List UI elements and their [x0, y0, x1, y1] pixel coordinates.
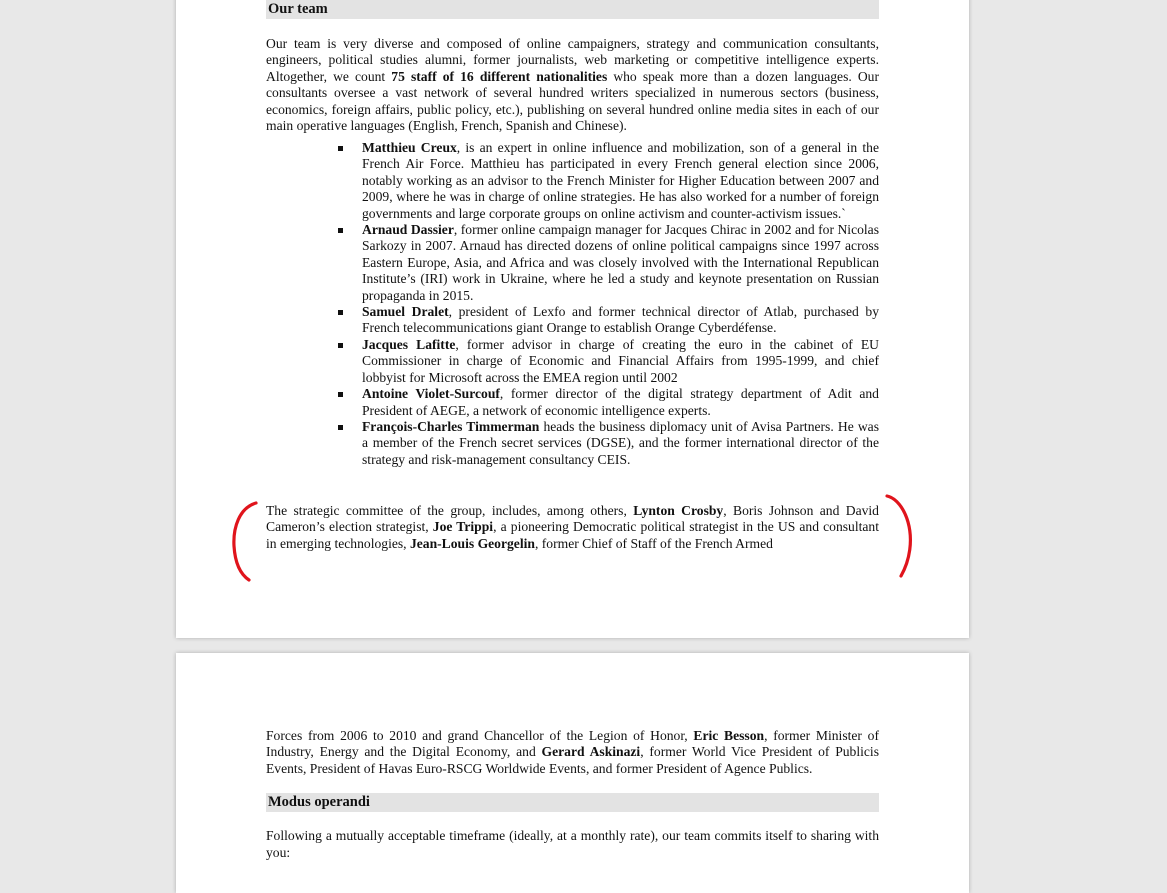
- member-desc: , former online campaign manager for Jacques Chirac in 2002 and for Nicolas Sarkozy in 2007. Arnaud has directed dozens of online political campaigns since 1997 across Eastern Europe, Asia, and Africa and was closely involved with the International Republican Institute’s (IRI) work in Ukraine, where he led a study and keynote presentation on Russian propaganda in 2015.: [362, 222, 880, 303]
- section-heading-modus-operandi: Modus operandi: [266, 793, 879, 812]
- modus-paragraph: Following a mutually acceptable timeframe (ideally, at a monthly rate), our team commits itself to sharing with you:: [266, 828, 879, 860]
- committee-name: Gerard Askinazi: [541, 744, 641, 760]
- committee-name: Lynton Crosby: [633, 503, 724, 518]
- page-2-content: [266, 728, 879, 861]
- committee-paragraph: [266, 503, 879, 552]
- intro-text-a: Our team is very diverse and composed of online campaigners, strategy and communication consultants, engineers, political studies alumni, former journalists, web marketing or competitive intelligence experts. Altogether, we count: [266, 36, 879, 84]
- bullet-icon: [338, 146, 343, 151]
- team-list: [362, 140, 879, 468]
- bullet-icon: [338, 392, 343, 397]
- member-name: Matthieu Creux: [362, 140, 457, 155]
- committee-text: , a pioneering Democratic political strategist in the US and consultant in emerging technologies,: [266, 519, 880, 551]
- member-desc: , former advisor in charge of creating the euro in the cabinet of EU Commissioner in charge of Economic and Financial Affairs from 1995-1999, and chief lobbyist for Microsoft across the EMEA region until 2002: [362, 336, 879, 385]
- team-member: [362, 222, 879, 304]
- bullet-icon: [338, 343, 343, 348]
- continued-paragraph: [266, 728, 879, 777]
- team-member: [362, 337, 879, 386]
- bullet-icon: [338, 228, 343, 233]
- committee-text: , former Chief of Staff of the French Armed: [534, 535, 773, 551]
- team-member: [362, 140, 879, 222]
- continued-text: , former World Vice President of Publicis Events, President of Havas Euro-RSCG Worldwide Events, and former President of Agence Publics.: [266, 744, 879, 776]
- committee-text: , Boris Johnson and David Cameron’s election strategist,: [266, 503, 879, 535]
- section-heading-our-team: Our team: [266, 0, 879, 19]
- page-1-content: [266, 0, 880, 551]
- committee-name: Jean-Louis Georgelin: [409, 535, 535, 551]
- document-page-1: [176, 0, 969, 638]
- continued-text: , former Minister of Industry, Energy and the Digital Economy, and: [266, 728, 879, 760]
- continued-text: Forces from 2006 to 2010 and grand Chancellor of the Legion of Honor,: [266, 728, 694, 743]
- team-member: [362, 386, 879, 419]
- member-name: François-Charles Timmerman: [362, 418, 540, 434]
- team-member: [362, 419, 879, 468]
- member-name: Jacques Lafitte: [362, 336, 456, 352]
- member-desc: , former director of the digital strategy department of Adit and President of AEGE, a network of economic intelligence experts.: [362, 386, 879, 418]
- committee-name: Eric Besson: [693, 728, 765, 743]
- member-name: Arnaud Dassier: [362, 222, 454, 238]
- committee-name: Joe Trippi: [432, 519, 494, 535]
- bullet-icon: [338, 310, 343, 315]
- document-page-2: [176, 653, 969, 893]
- team-member: [362, 304, 879, 337]
- member-name: Samuel Dralet: [362, 304, 449, 320]
- committee-text: The strategic committee of the group, includes, among others,: [266, 503, 634, 518]
- member-desc: , president of Lexfo and former technical director of Atlab, purchased by French telecommunications giant Orange to establish Orange Cyberdéfense.: [362, 304, 880, 336]
- member-desc: , is an expert in online influence and mobilization, son of a general in the French Air Force. Matthieu has participated in every French general election since 2006, notably working as an advisor to the French Minister for Higher Education between 2007 and 2009, where he was in charge of online strategies. He has also worked for a number of foreign governments and large corporate groups on online activism and counter-activism issues.`: [362, 140, 879, 221]
- bullet-icon: [338, 425, 343, 430]
- member-desc: heads the business diplomacy unit of Avisa Partners. He was a member of the French secret services (DGSE), and the former international director of the strategy and risk-management consultancy CEIS.: [362, 418, 879, 467]
- member-name: Antoine Violet-Surcouf: [362, 386, 500, 402]
- intro-bold: 75 staff of 16 different nationalities: [391, 68, 608, 84]
- intro-text-b: who speak more than a dozen languages. Our consultants oversee a vast network of several hundred writers specialized in numerous sectors (business, economics, foreign affairs, public policy, etc.), publishing on several hundred online media sites in each of our main operative languages (English, French, Spanish and Chinese).: [266, 68, 879, 134]
- intro-paragraph: [266, 36, 879, 134]
